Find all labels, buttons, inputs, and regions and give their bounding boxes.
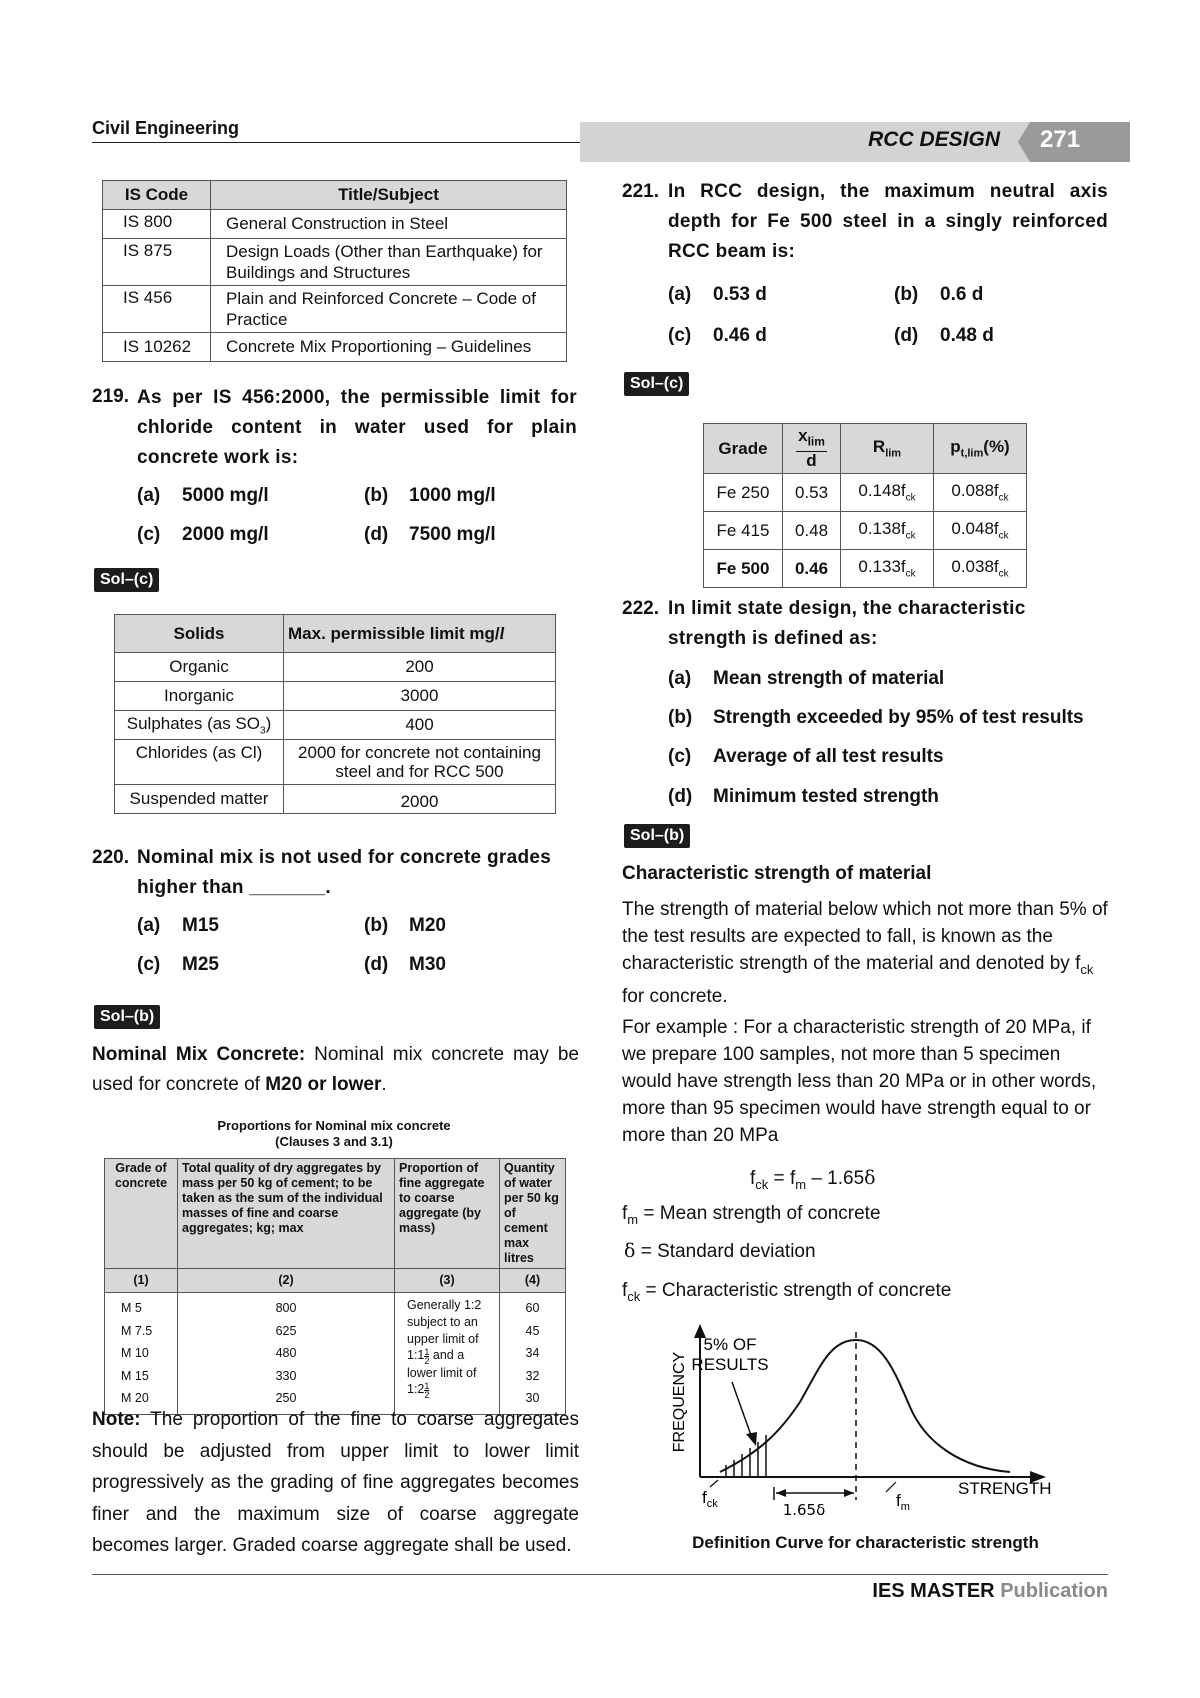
table-header: Grade of concrete — [105, 1159, 178, 1269]
option-key: (d) — [364, 954, 389, 975]
example-paragraph: For example : For a characteristic strength of 20 MPa, if we prepare 100 samples, not more than 5 specimen would have strength less than 20 MPa or in other words, more than 95 specimen would have strength equal to or more than 20 MPa — [622, 1017, 1097, 1146]
fm-leader — [886, 1482, 896, 1492]
option-text: M20 — [409, 915, 446, 936]
definition-fck: $f_{ck}$ = Characteristic strength of concrete — [622, 1280, 952, 1304]
distribution-curve-figure — [670, 1322, 1060, 1537]
page-number: 271 — [1040, 126, 1081, 153]
footer-rule — [92, 1574, 1108, 1575]
option-text: 0.6 d — [940, 284, 984, 305]
solution-badge: Sol–(c) — [94, 568, 159, 592]
option-text: Minimum tested strength — [713, 786, 939, 807]
question-number: 221. — [622, 181, 659, 202]
question-number: 220. — [92, 847, 129, 868]
option-key: (c) — [137, 524, 161, 545]
table-header: $p_{t,lim}(\%)$ — [934, 424, 1027, 474]
callout-line1: 5% OF — [703, 1335, 757, 1354]
figure-caption: Definition Curve for characteristic strength — [692, 1533, 1039, 1552]
y-axis-label: FREQUENCY — [671, 1351, 688, 1453]
solution-badge: Sol–(b) — [624, 824, 690, 848]
option-key: (a) — [668, 284, 692, 305]
definition-paragraph: The strength of material below which not more than 5% of the test results are expected to fall, is known as the characteristic strength of the material and denoted by $f_{ck}$ for concrete. — [622, 899, 1108, 1007]
callout-line — [732, 1382, 752, 1438]
option-text: 5000 mg/l — [182, 485, 269, 506]
table-header: Total quality of dry aggregates by mass per 50 kg of cement; to be taken as the sum of the individual masses of fine and coarse aggregates; kg; max — [178, 1159, 395, 1269]
table-row: Fe 250 0.53 $0.148f_{ck}$ $0.088f_{ck}$ — [704, 474, 1027, 512]
option-text: 0.46 d — [713, 325, 767, 346]
solids-table — [114, 614, 556, 814]
nominal-mix-table: Grade of concrete Total quality of dry aggregates by mass per 50 kg of cement; to be taken as the sum of the individual masses of fine and coarse aggregates; kg; max Proportion of fine aggregate to coarse aggregate (by mass) Quantity of water per 50 kg of cement max litres (1) (2) (3) (4) M 5 M 7.5 M 10 M 15 M 20 800 625 480 330 250 Generally 1:2 subject to an upper limit of 1:1 $\frac{1}{2}$ and a lower limit of 1:2 $\frac{1}{2}$ 60 45 34 32 30 — [104, 1158, 566, 1415]
option-key: (b) — [364, 485, 389, 506]
question-text: In RCC design, the maximum neutral axis depth for Fe 500 steel in a singly reinforced RCC beam is: — [668, 181, 1108, 262]
question-text: As per IS 456:2000, the permissible limit for chloride content in water used for plain concrete work is: — [137, 387, 577, 468]
option-key: (a) — [137, 485, 161, 506]
option-key: (d) — [668, 786, 693, 807]
table-row: Inorganic 3000 — [115, 682, 556, 711]
fm-label: $f_m$ — [896, 1491, 910, 1513]
is-codes-table — [102, 180, 567, 362]
section-heading: Characteristic strength of material — [622, 863, 932, 884]
chapter-title: RCC DESIGN — [868, 128, 1000, 151]
subject-label: Civil Engineering — [92, 118, 240, 138]
table-header: IS Code — [103, 181, 211, 210]
table-row: Fe 500 0.46 $0.133f_{ck}$ $0.038f_{ck}$ — [704, 550, 1027, 588]
table-header: $R_{lim}$ — [841, 424, 934, 474]
option-key: (a) — [137, 915, 161, 936]
callout-line2: RESULTS — [691, 1355, 769, 1374]
question-text: In limit state design, the characteristic strength is defined as: — [668, 598, 1026, 649]
option-key: (c) — [668, 746, 692, 767]
option-text: Average of all test results — [713, 746, 944, 767]
table-row: Organic 200 — [115, 653, 556, 682]
option-text: M30 — [409, 954, 446, 975]
option-text: M25 — [182, 954, 219, 975]
solution-badge: Sol–(b) — [94, 1005, 160, 1029]
option-text: Mean strength of material — [713, 668, 945, 689]
option-text: 1000 mg/l — [409, 485, 496, 506]
explanation-text: Nominal Mix Concrete: Nominal mix concrete may be used for concrete of M20 or lower. — [92, 1044, 579, 1095]
table-header: Solids — [115, 615, 284, 653]
option-text: 2000 mg/l — [182, 524, 269, 545]
option-text: 0.53 d — [713, 284, 767, 305]
table-header: Proportion of fine aggregate to coarse aggregate (by mass) — [395, 1159, 500, 1269]
table-header: Quantity of water per 50 kg of cement max litres — [500, 1159, 566, 1269]
question-number: 222. — [622, 598, 659, 619]
definition-fm: $f_m$ = Mean strength of concrete — [622, 1203, 881, 1227]
option-text: M15 — [182, 915, 219, 936]
formula: $f_{ck} = f_m - 1.65\delta$ — [750, 1167, 876, 1192]
option-key: (b) — [668, 707, 693, 728]
option-key: (b) — [364, 915, 389, 936]
table-header: $x_{lim}$ d — [783, 424, 841, 474]
table-header: Title/Subject — [211, 181, 567, 210]
solution-badge: Sol–(c) — [624, 372, 689, 396]
footer-brand: IES MASTER Publication — [872, 1580, 1108, 1602]
option-key: (d) — [364, 524, 389, 545]
x-axis-label: STRENGTH — [958, 1479, 1052, 1498]
option-key: (a) — [668, 668, 692, 689]
table-row: IS 10262 Concrete Mix Proportioning – Guidelines — [103, 333, 567, 362]
spacing-label: 1.65δ — [782, 1501, 826, 1519]
grade-table — [703, 423, 1027, 588]
option-text: 0.48 d — [940, 325, 994, 346]
table-row: IS 875 Design Loads (Other than Earthquake) for Buildings and Structures — [103, 239, 567, 286]
definition-delta: δ = Standard deviation — [624, 1240, 816, 1262]
option-key: (c) — [137, 954, 161, 975]
dimension-arrow-right — [844, 1489, 854, 1497]
table-row: IS 800 General Construction in Steel — [103, 210, 567, 239]
header-rule — [92, 142, 580, 143]
table-row: Chlorides (as Cl) 2000 for concrete not containing steel and for RCC 500 — [115, 740, 556, 785]
table-row: M 5 M 7.5 M 10 M 15 M 20 800 625 480 330 250 Generally 1:2 subject to an upper limit of 1:1 $\frac{1}{2}$ and a lower limit of 1:2 $\frac{1}{2}$ 60 45 34 32 30 — [105, 1293, 566, 1415]
option-key: (c) — [668, 325, 692, 346]
option-key: (d) — [894, 325, 919, 346]
question-number: 219. — [92, 386, 129, 407]
note-paragraph: Note: The proportion of the fine to coarse aggregates should be adjusted from upper limit to lower limit progressively as the grading of fine aggregates becomes finer and the maximum size of coarse aggregate becomes larger. Graded coarse aggregate shall be used. — [92, 1409, 579, 1556]
table-row: IS 456 Plain and Reinforced Concrete – Code of Practice — [103, 286, 567, 333]
option-text: 7500 mg/l — [409, 524, 496, 545]
callout-arrow — [746, 1432, 757, 1446]
fck-leader — [710, 1480, 718, 1487]
question-text: Nominal mix is not used for concrete grades higher than _______. — [137, 847, 552, 898]
table-caption: Proportions for Nominal mix concrete (Clauses 3 and 3.1) — [217, 1118, 451, 1149]
table-header: Grade — [704, 424, 783, 474]
fck-label: $f_{ck}$ — [702, 1488, 718, 1510]
option-text: Strength exceeded by 95% of test results — [713, 707, 1084, 728]
table-row: Sulphates (as $SO_3$) 400 — [115, 711, 556, 740]
table-row: Fe 415 0.48 $0.138f_{ck}$ $0.048f_{ck}$ — [704, 512, 1027, 550]
option-key: (b) — [894, 284, 919, 305]
table-header: Max. permissible limit mg/l — [284, 615, 556, 653]
table-row: Suspended matter 2000 — [115, 785, 556, 814]
dimension-arrow-left — [776, 1489, 786, 1497]
